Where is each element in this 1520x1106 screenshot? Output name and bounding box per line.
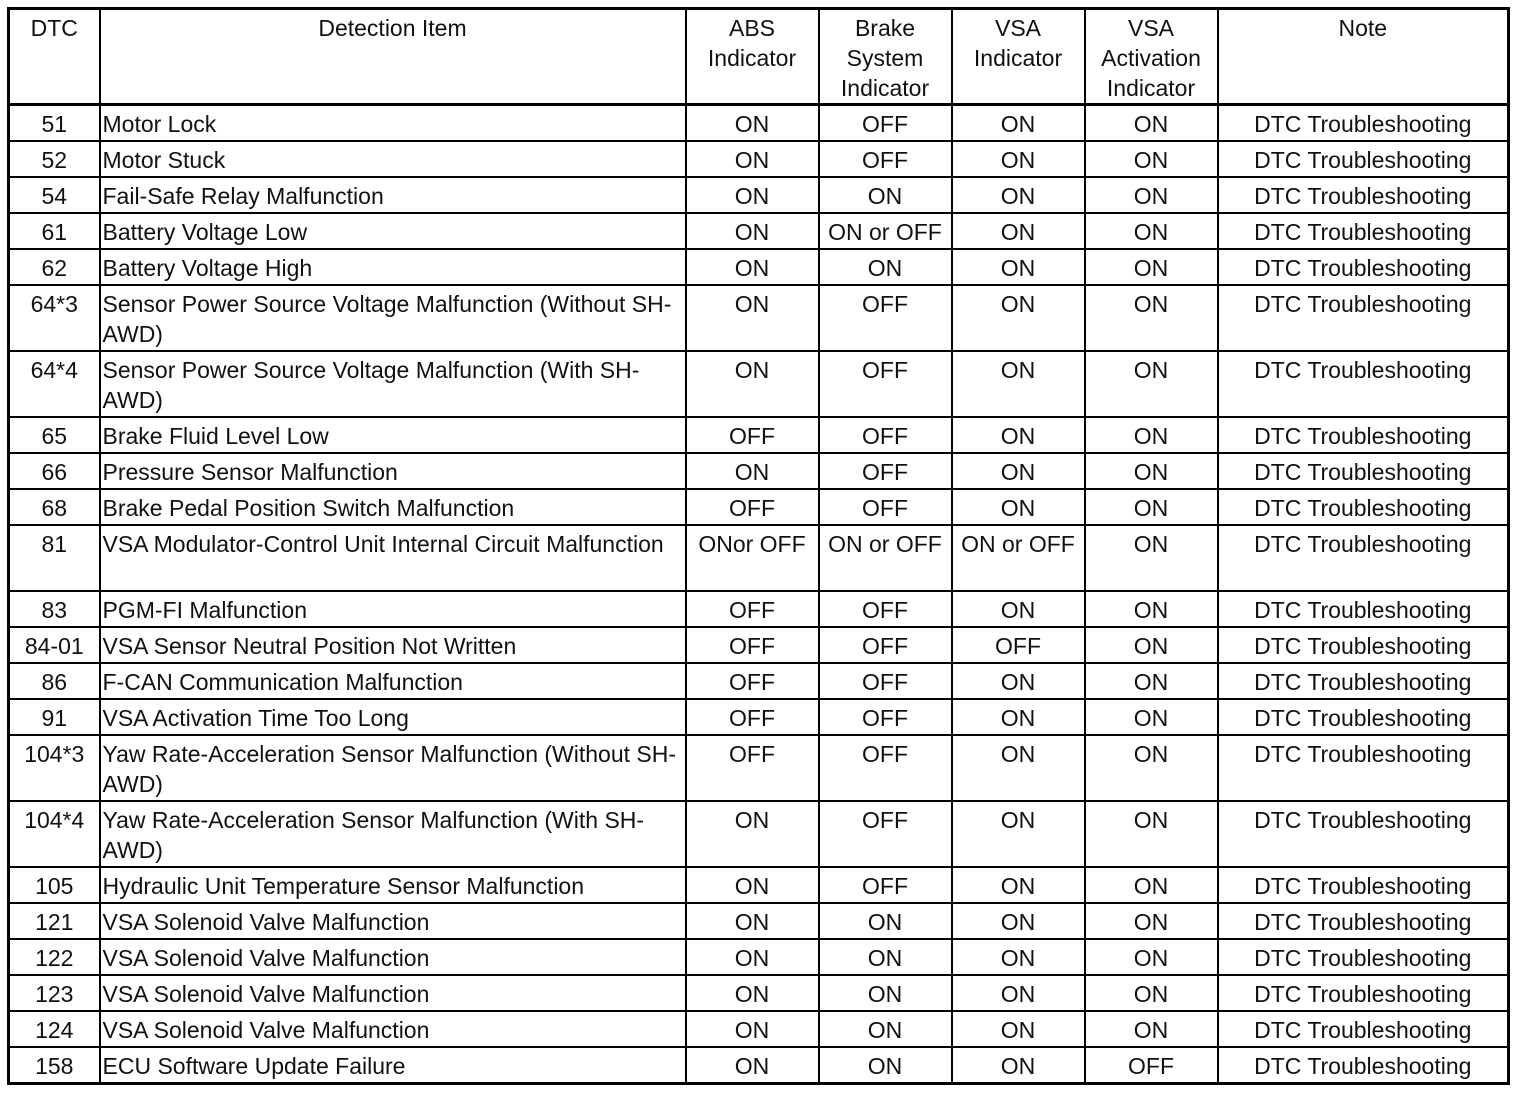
vsa-indicator-state-cell: ON — [952, 105, 1085, 142]
detection-item-cell: Motor Stuck — [100, 141, 686, 177]
abs-indicator-state-cell: ON — [686, 1011, 819, 1047]
brake-system-indicator-state-cell: ON — [819, 1047, 952, 1084]
abs-indicator-state-cell: ON — [686, 105, 819, 142]
vsa-activation-indicator-state-cell: ON — [1085, 213, 1218, 249]
note-cell: DTC Troubleshooting — [1218, 105, 1509, 142]
brake-system-indicator-state-cell: OFF — [819, 663, 952, 699]
vsa-activation-indicator-state-cell: ON — [1085, 663, 1218, 699]
vsa-indicator-state-cell: ON or OFF — [952, 525, 1085, 591]
table-row — [9, 177, 1509, 213]
dtc-code-cell: 84-01 — [9, 627, 100, 663]
header-brake-system-indicator: Brake System Indicator — [819, 9, 952, 105]
abs-indicator-state-cell: ON — [686, 249, 819, 285]
note-cell: DTC Troubleshooting — [1218, 285, 1509, 351]
vsa-activation-indicator-state-cell: ON — [1085, 417, 1218, 453]
table-row — [9, 417, 1509, 453]
vsa-indicator-state-cell: ON — [952, 591, 1085, 627]
vsa-indicator-state-cell: ON — [952, 213, 1085, 249]
vsa-indicator-state-cell: ON — [952, 801, 1085, 867]
dtc-code-cell: 104*3 — [9, 735, 100, 801]
table-row — [9, 903, 1509, 939]
vsa-indicator-state-cell: ON — [952, 975, 1085, 1011]
note-cell: DTC Troubleshooting — [1218, 1011, 1509, 1047]
abs-indicator-state-cell: OFF — [686, 699, 819, 735]
vsa-activation-indicator-state-cell: ON — [1085, 249, 1218, 285]
note-cell: DTC Troubleshooting — [1218, 699, 1509, 735]
brake-system-indicator-state-cell: ON — [819, 975, 952, 1011]
brake-system-indicator-state-cell: OFF — [819, 489, 952, 525]
vsa-indicator-state-cell: OFF — [952, 627, 1085, 663]
brake-system-indicator-state-cell: ON — [819, 939, 952, 975]
detection-item-cell: Motor Lock — [100, 105, 686, 142]
detection-item-cell: VSA Solenoid Valve Malfunction — [100, 1011, 686, 1047]
vsa-indicator-state-cell: ON — [952, 867, 1085, 903]
dtc-code-cell: 91 — [9, 699, 100, 735]
abs-indicator-state-cell: ON — [686, 213, 819, 249]
table-row — [9, 591, 1509, 627]
abs-indicator-state-cell: ONor OFF — [686, 525, 819, 591]
abs-indicator-state-cell: ON — [686, 801, 819, 867]
dtc-code-cell: 51 — [9, 105, 100, 142]
vsa-activation-indicator-state-cell: ON — [1085, 801, 1218, 867]
brake-system-indicator-state-cell: ON — [819, 249, 952, 285]
detection-item-cell: Sensor Power Source Voltage Malfunction (With SH-AWD) — [100, 351, 686, 417]
brake-system-indicator-state-cell: OFF — [819, 285, 952, 351]
table-row — [9, 453, 1509, 489]
vsa-indicator-state-cell: ON — [952, 939, 1085, 975]
abs-indicator-state-cell: ON — [686, 867, 819, 903]
note-cell: DTC Troubleshooting — [1218, 1047, 1509, 1084]
abs-indicator-state-cell: ON — [686, 351, 819, 417]
table-row — [9, 141, 1509, 177]
header-note: Note — [1218, 9, 1509, 105]
dtc-code-cell: 158 — [9, 1047, 100, 1084]
brake-system-indicator-state-cell: OFF — [819, 417, 952, 453]
vsa-activation-indicator-state-cell: ON — [1085, 975, 1218, 1011]
vsa-indicator-state-cell: ON — [952, 417, 1085, 453]
dtc-code-cell: 104*4 — [9, 801, 100, 867]
vsa-indicator-state-cell: ON — [952, 663, 1085, 699]
abs-indicator-state-cell: ON — [686, 1047, 819, 1084]
abs-indicator-state-cell: ON — [686, 453, 819, 489]
vsa-activation-indicator-state-cell: ON — [1085, 939, 1218, 975]
dtc-code-cell: 66 — [9, 453, 100, 489]
abs-indicator-state-cell: OFF — [686, 663, 819, 699]
abs-indicator-state-cell: ON — [686, 903, 819, 939]
vsa-activation-indicator-state-cell: ON — [1085, 489, 1218, 525]
abs-indicator-state-cell: ON — [686, 975, 819, 1011]
brake-system-indicator-state-cell: OFF — [819, 699, 952, 735]
table-row — [9, 249, 1509, 285]
vsa-activation-indicator-state-cell: ON — [1085, 627, 1218, 663]
note-cell: DTC Troubleshooting — [1218, 489, 1509, 525]
note-cell: DTC Troubleshooting — [1218, 177, 1509, 213]
dtc-code-cell: 83 — [9, 591, 100, 627]
table-row — [9, 351, 1509, 417]
brake-system-indicator-state-cell: OFF — [819, 453, 952, 489]
note-cell: DTC Troubleshooting — [1218, 939, 1509, 975]
detection-item-cell: Hydraulic Unit Temperature Sensor Malfunction — [100, 867, 686, 903]
detection-item-cell: ECU Software Update Failure — [100, 1047, 686, 1084]
table-row — [9, 489, 1509, 525]
table-header — [9, 9, 1509, 105]
brake-system-indicator-state-cell: OFF — [819, 591, 952, 627]
abs-indicator-state-cell: OFF — [686, 627, 819, 663]
vsa-activation-indicator-state-cell: ON — [1085, 525, 1218, 591]
detection-item-cell: VSA Modulator-Control Unit Internal Circuit Malfunction — [100, 525, 686, 591]
note-cell: DTC Troubleshooting — [1218, 975, 1509, 1011]
abs-indicator-state-cell: ON — [686, 285, 819, 351]
dtc-code-cell: 123 — [9, 975, 100, 1011]
abs-indicator-state-cell: ON — [686, 177, 819, 213]
brake-system-indicator-state-cell: OFF — [819, 801, 952, 867]
vsa-activation-indicator-state-cell: ON — [1085, 453, 1218, 489]
vsa-indicator-state-cell: ON — [952, 735, 1085, 801]
table-row — [9, 105, 1509, 142]
abs-indicator-state-cell: ON — [686, 141, 819, 177]
brake-system-indicator-state-cell: OFF — [819, 105, 952, 142]
detection-item-cell: Brake Pedal Position Switch Malfunction — [100, 489, 686, 525]
vsa-activation-indicator-state-cell: ON — [1085, 351, 1218, 417]
vsa-activation-indicator-state-cell: ON — [1085, 591, 1218, 627]
detection-item-cell: F-CAN Communication Malfunction — [100, 663, 686, 699]
detection-item-cell: Battery Voltage High — [100, 249, 686, 285]
brake-system-indicator-state-cell: OFF — [819, 627, 952, 663]
abs-indicator-state-cell: OFF — [686, 591, 819, 627]
detection-item-cell: VSA Solenoid Valve Malfunction — [100, 975, 686, 1011]
note-cell: DTC Troubleshooting — [1218, 663, 1509, 699]
vsa-activation-indicator-state-cell: ON — [1085, 177, 1218, 213]
vsa-indicator-state-cell: ON — [952, 351, 1085, 417]
vsa-indicator-state-cell: ON — [952, 141, 1085, 177]
vsa-indicator-state-cell: ON — [952, 699, 1085, 735]
note-cell: DTC Troubleshooting — [1218, 735, 1509, 801]
brake-system-indicator-state-cell: OFF — [819, 351, 952, 417]
dtc-code-cell: 52 — [9, 141, 100, 177]
vsa-indicator-state-cell: ON — [952, 1011, 1085, 1047]
note-cell: DTC Troubleshooting — [1218, 453, 1509, 489]
dtc-code-cell: 65 — [9, 417, 100, 453]
vsa-activation-indicator-state-cell: ON — [1085, 699, 1218, 735]
vsa-activation-indicator-state-cell: ON — [1085, 105, 1218, 142]
note-cell: DTC Troubleshooting — [1218, 903, 1509, 939]
note-cell: DTC Troubleshooting — [1218, 417, 1509, 453]
vsa-indicator-state-cell: ON — [952, 903, 1085, 939]
table-row — [9, 525, 1509, 591]
vsa-indicator-state-cell: ON — [952, 177, 1085, 213]
brake-system-indicator-state-cell: ON — [819, 903, 952, 939]
table-row — [9, 285, 1509, 351]
brake-system-indicator-state-cell: OFF — [819, 735, 952, 801]
header-row — [9, 9, 1509, 105]
detection-item-cell: Brake Fluid Level Low — [100, 417, 686, 453]
dtc-code-cell: 121 — [9, 903, 100, 939]
dtc-code-cell: 62 — [9, 249, 100, 285]
vsa-indicator-state-cell: ON — [952, 453, 1085, 489]
abs-indicator-state-cell: OFF — [686, 417, 819, 453]
table-body — [9, 105, 1509, 1084]
note-cell: DTC Troubleshooting — [1218, 351, 1509, 417]
vsa-activation-indicator-state-cell: ON — [1085, 285, 1218, 351]
brake-system-indicator-state-cell: ON or OFF — [819, 525, 952, 591]
vsa-activation-indicator-state-cell: OFF — [1085, 1047, 1218, 1084]
vsa-activation-indicator-state-cell: ON — [1085, 735, 1218, 801]
vsa-indicator-state-cell: ON — [952, 285, 1085, 351]
dtc-code-cell: 61 — [9, 213, 100, 249]
note-cell: DTC Troubleshooting — [1218, 801, 1509, 867]
header-abs-indicator: ABS Indicator — [686, 9, 819, 105]
vsa-activation-indicator-state-cell: ON — [1085, 903, 1218, 939]
header-detection-item: Detection Item — [100, 9, 686, 105]
table-row — [9, 1047, 1509, 1084]
header-dtc: DTC — [9, 9, 100, 105]
note-cell: DTC Troubleshooting — [1218, 213, 1509, 249]
detection-item-cell: Yaw Rate-Acceleration Sensor Malfunction (With SH-AWD) — [100, 801, 686, 867]
abs-indicator-state-cell: OFF — [686, 735, 819, 801]
dtc-code-cell: 105 — [9, 867, 100, 903]
note-cell: DTC Troubleshooting — [1218, 591, 1509, 627]
table-row — [9, 213, 1509, 249]
table-row — [9, 1011, 1509, 1047]
detection-item-cell: Yaw Rate-Acceleration Sensor Malfunction (Without SH-AWD) — [100, 735, 686, 801]
table-row — [9, 699, 1509, 735]
brake-system-indicator-state-cell: ON — [819, 1011, 952, 1047]
detection-item-cell: Pressure Sensor Malfunction — [100, 453, 686, 489]
vsa-activation-indicator-state-cell: ON — [1085, 141, 1218, 177]
vsa-indicator-state-cell: ON — [952, 249, 1085, 285]
note-cell: DTC Troubleshooting — [1218, 627, 1509, 663]
dtc-code-cell: 124 — [9, 1011, 100, 1047]
brake-system-indicator-state-cell: ON or OFF — [819, 213, 952, 249]
note-cell: DTC Troubleshooting — [1218, 249, 1509, 285]
detection-item-cell: VSA Sensor Neutral Position Not Written — [100, 627, 686, 663]
note-cell: DTC Troubleshooting — [1218, 525, 1509, 591]
detection-item-cell: VSA Solenoid Valve Malfunction — [100, 903, 686, 939]
table-row — [9, 939, 1509, 975]
table-row — [9, 975, 1509, 1011]
dtc-code-cell: 86 — [9, 663, 100, 699]
abs-indicator-state-cell: OFF — [686, 489, 819, 525]
table-row — [9, 735, 1509, 801]
detection-item-cell: Battery Voltage Low — [100, 213, 686, 249]
detection-item-cell: Fail-Safe Relay Malfunction — [100, 177, 686, 213]
dtc-code-cell: 68 — [9, 489, 100, 525]
abs-indicator-state-cell: ON — [686, 939, 819, 975]
dtc-indicator-table — [7, 7, 1510, 1085]
dtc-code-cell: 122 — [9, 939, 100, 975]
detection-item-cell: VSA Activation Time Too Long — [100, 699, 686, 735]
detection-item-cell: Sensor Power Source Voltage Malfunction (Without SH-AWD) — [100, 285, 686, 351]
dtc-code-cell: 54 — [9, 177, 100, 213]
note-cell: DTC Troubleshooting — [1218, 141, 1509, 177]
dtc-code-cell: 64*3 — [9, 285, 100, 351]
dtc-code-cell: 64*4 — [9, 351, 100, 417]
brake-system-indicator-state-cell: ON — [819, 177, 952, 213]
note-cell: DTC Troubleshooting — [1218, 867, 1509, 903]
vsa-indicator-state-cell: ON — [952, 1047, 1085, 1084]
table-row — [9, 867, 1509, 903]
vsa-indicator-state-cell: ON — [952, 489, 1085, 525]
header-vsa-activation-indicator: VSA Activation Indicator — [1085, 9, 1218, 105]
vsa-activation-indicator-state-cell: ON — [1085, 1011, 1218, 1047]
table-row — [9, 801, 1509, 867]
vsa-activation-indicator-state-cell: ON — [1085, 867, 1218, 903]
detection-item-cell: VSA Solenoid Valve Malfunction — [100, 939, 686, 975]
dtc-code-cell: 81 — [9, 525, 100, 591]
brake-system-indicator-state-cell: OFF — [819, 867, 952, 903]
brake-system-indicator-state-cell: OFF — [819, 141, 952, 177]
detection-item-cell: PGM-FI Malfunction — [100, 591, 686, 627]
header-vsa-indicator: VSA Indicator — [952, 9, 1085, 105]
table-row — [9, 663, 1509, 699]
table-row — [9, 627, 1509, 663]
